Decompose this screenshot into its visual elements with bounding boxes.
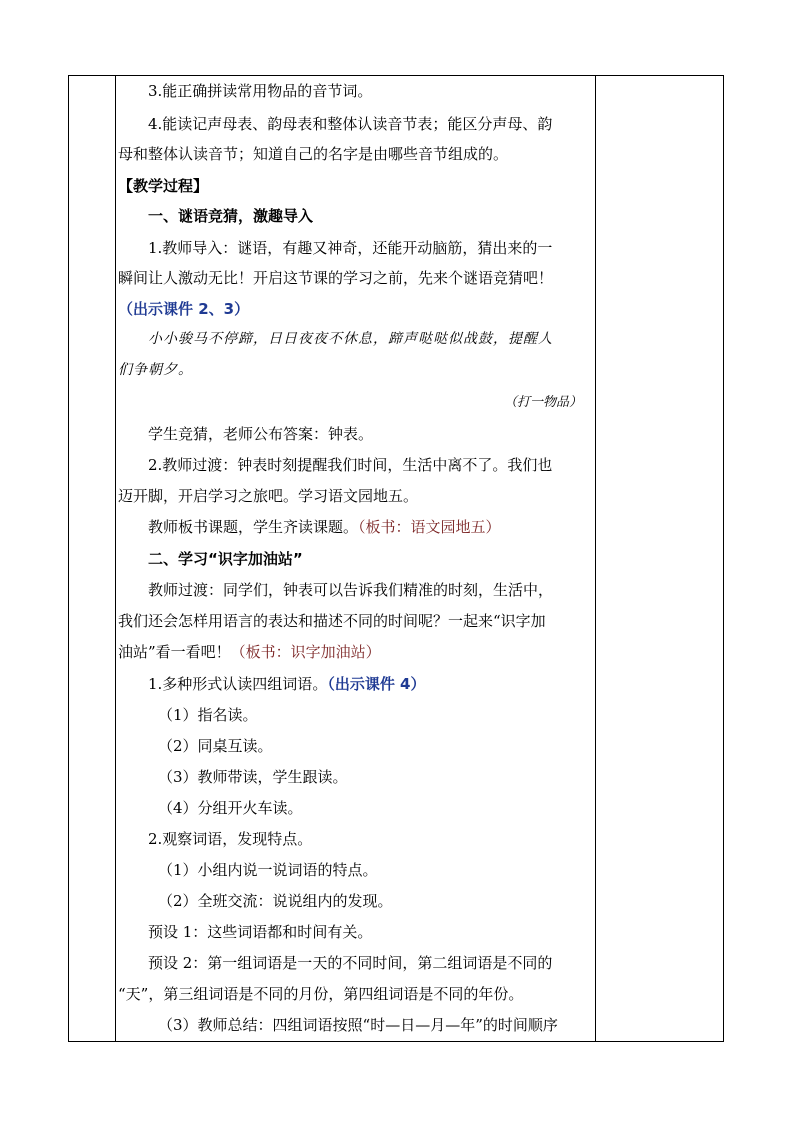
objective-4-line2: 母和整体认读音节；知道自己的名字是由哪些音节组成的。 (118, 145, 509, 163)
board-note-station: （板书：识字加油站） (230, 643, 381, 661)
riddle-line2: 们争朝夕。 (118, 362, 193, 378)
objective-3: 3.能正确拼读常用物品的音节词。 (148, 82, 373, 100)
courseware-note-4: （出示课件 4） (327, 675, 426, 693)
observe-step-1: （1）小组内说一说词语的特点。 (158, 861, 378, 879)
observe-step-2: （2）全班交流：说说组内的发现。 (158, 892, 393, 910)
board-title-line (148, 517, 501, 537)
objective-4-line1: 4.能读记声母表、韵母表和整体认读音节表；能区分声母、韵 (148, 115, 553, 133)
intro-para-line2: 瞬间让人激动无比！开启这节课的学习之前，先来个谜语竞猜吧！ (118, 269, 554, 287)
activity-2: 2.观察词语，发现特点。 (148, 830, 313, 848)
teacher-summary: （3）教师总结：四组词语按照“时—日—月—年”的时间顺序 (158, 1016, 558, 1034)
transition-line2: 迈开脚，开启学习之旅吧。学习语文园地五。 (118, 487, 419, 505)
station-intro-line2: 我们还会怎样用语言的表达和描述不同的时间呢？一起来“识字加 (118, 612, 546, 630)
step-2: （2）同桌互读。 (158, 737, 273, 755)
step-4: （4）分组开火车读。 (158, 799, 303, 817)
transition-line1: 2.教师过渡：钟表时刻提醒我们时间，生活中离不了。我们也 (148, 456, 553, 474)
riddle-line1: 小小骏马不停蹄，日日夜夜不休息，蹄声哒哒似战鼓，提醒人 (148, 331, 553, 347)
heading-literacy-station: 二、学习“识字加油站” (148, 550, 303, 568)
step-1: （1）指名读。 (158, 706, 258, 724)
courseware-note-2-3: （出示课件 2、3） (118, 300, 250, 318)
preset-2-line1: 预设 2：第一组词语是一天的不同时间，第二组词语是不同的 (148, 954, 553, 972)
heading-riddle-intro: 一、谜语竞猜，激趣导入 (148, 207, 314, 225)
riddle-answer: 学生竞猜，老师公布答案：钟表。 (148, 425, 374, 443)
riddle-hint: （打一物品） (503, 395, 582, 410)
activity-1-text: 1.多种形式认读四组词语。 (148, 675, 328, 693)
column-divider-left (115, 75, 116, 1042)
step-3: （3）教师带读，学生跟读。 (158, 768, 348, 786)
activity-1 (148, 674, 426, 694)
preset-1: 预设 1：这些词语都和时间有关。 (148, 923, 373, 941)
section-heading-process: 【教学过程】 (118, 177, 209, 195)
station-intro-line3 (118, 642, 381, 662)
station-intro-text: 油站”看一看吧！ (118, 643, 231, 661)
intro-para-line1: 1.教师导入：谜语，有趣又神奇，还能开动脑筋，猜出来的一 (148, 239, 553, 257)
column-divider-right (595, 75, 596, 1042)
board-title-text: 教师板书课题，学生齐读课题。 (148, 518, 359, 536)
preset-2-line2: “天”，第三组词语是不同的月份，第四组词语是不同的年份。 (118, 985, 524, 1003)
station-intro-line1: 教师过渡：同学们，钟表可以告诉我们精准的时刻，生活中， (148, 581, 554, 599)
board-note-yuwenyuandi: （板书：语文园地五） (358, 518, 501, 536)
